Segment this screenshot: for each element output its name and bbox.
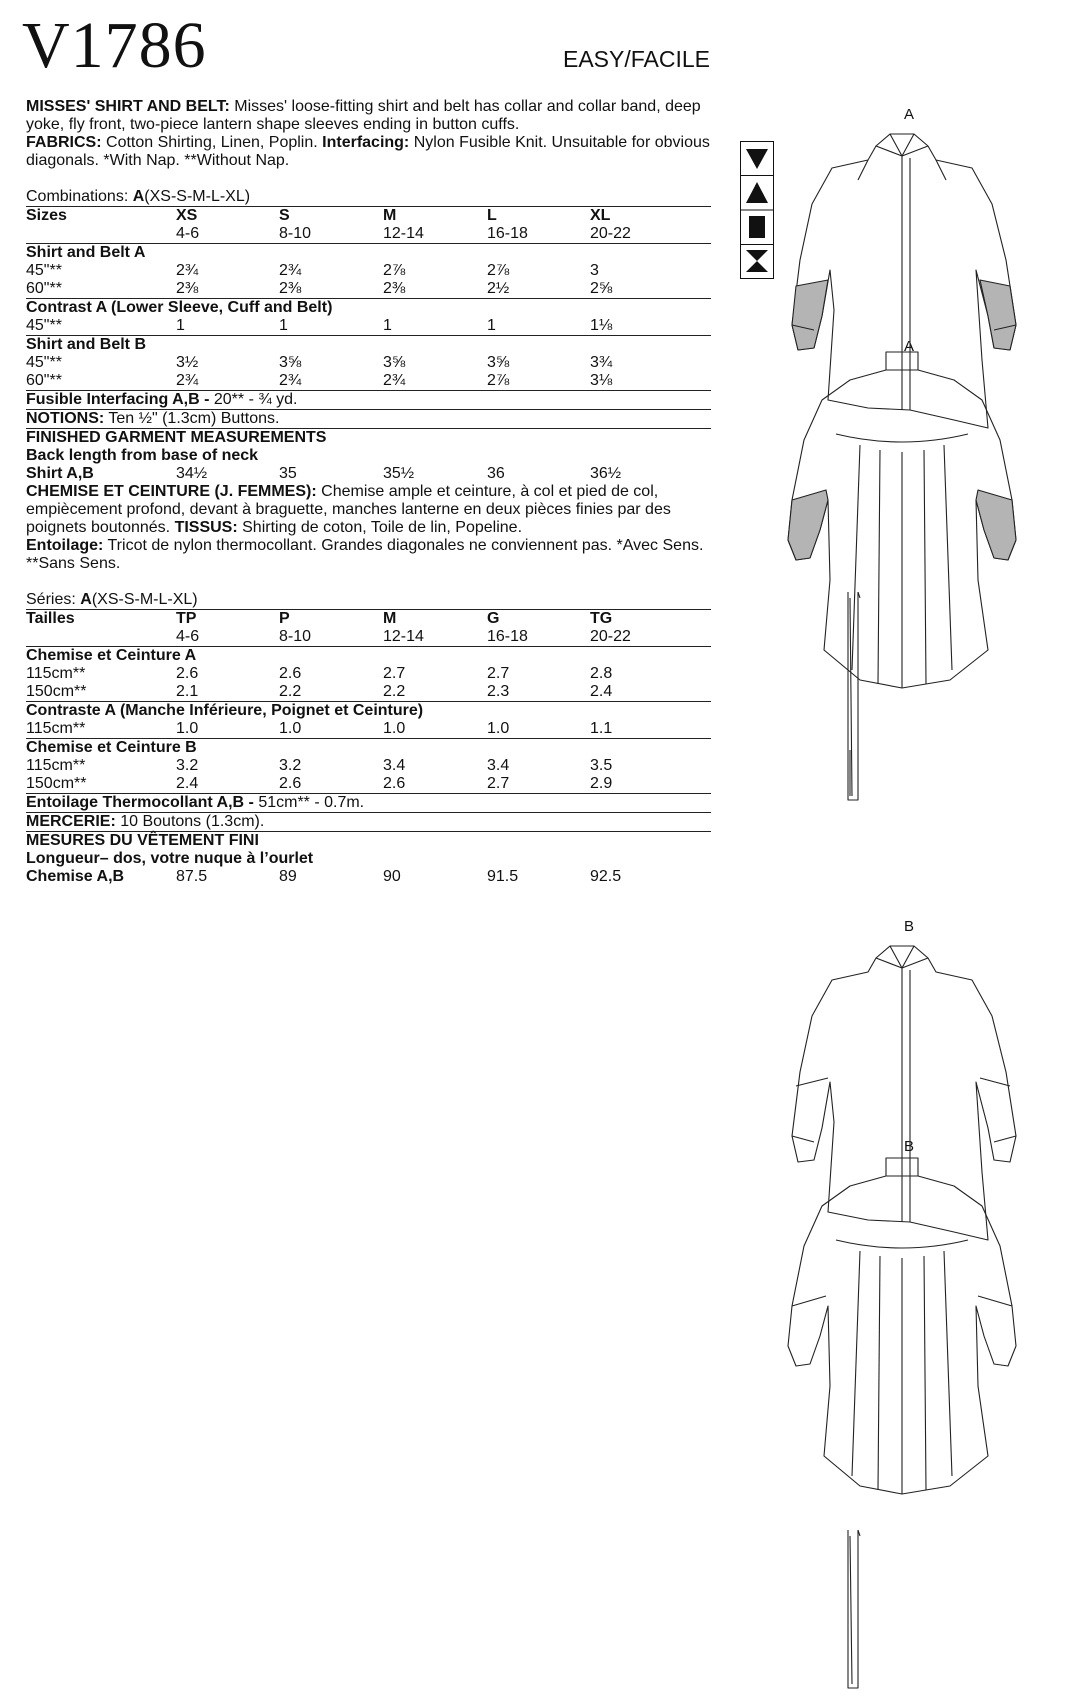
yardage-value: 2.2 bbox=[279, 683, 302, 700]
size-range: 16-18 bbox=[487, 628, 528, 645]
yardage-value: 1.0 bbox=[487, 720, 510, 737]
yardage-value: 1 bbox=[279, 317, 288, 334]
yardage-value: 3.4 bbox=[383, 757, 406, 774]
fabric-width: 115cm** bbox=[26, 720, 86, 737]
measure-value: 35½ bbox=[383, 465, 415, 482]
pattern-number: V1786 bbox=[22, 9, 207, 82]
size-range: 12-14 bbox=[383, 628, 424, 645]
size-code: P bbox=[279, 610, 383, 629]
yardage-value: 3¾ bbox=[590, 354, 613, 371]
yardage-value: 2¾ bbox=[383, 372, 406, 389]
yardage-value: 3.5 bbox=[590, 757, 613, 774]
group-title-row bbox=[26, 299, 711, 318]
yardage-value: 2.4 bbox=[176, 775, 199, 792]
yardage-value: 2¾ bbox=[176, 262, 199, 279]
group-title: Shirt and Belt B bbox=[26, 336, 711, 355]
yardage-value: 2⅜ bbox=[176, 280, 199, 297]
yardage-value: 2.6 bbox=[279, 775, 302, 792]
yardage-value: 2.7 bbox=[487, 775, 510, 792]
english-description: MISSES' SHIRT AND BELT: Misses' loose-fitting shirt and belt has collar and collar band, deep yoke, fly front, two-piece lantern shape sleeves ending in button cuffs. FABRICS: Cotton Shirting, Linen, Poplin. Interfacing: Nylon Fusible Knit. Unsuitable for obvious diagonals. *With Nap. **Without Nap. bbox=[26, 98, 710, 169]
measure-value: 91.5 bbox=[487, 868, 519, 885]
yardage-value: 2.4 bbox=[590, 683, 613, 700]
yardage-value: 2.6 bbox=[383, 775, 406, 792]
yardage-value: 1.1 bbox=[590, 720, 613, 737]
measure-values-row: Shirt A,B 34½ 35 35½ 36 36½ bbox=[26, 465, 711, 483]
size-codes-row: Tailles TP P M G TG bbox=[26, 610, 711, 629]
size-range: 8-10 bbox=[279, 628, 312, 645]
contrast-lower-sleeve-right bbox=[980, 280, 1016, 350]
yardage-value: 3.2 bbox=[279, 757, 302, 774]
measure-value: 89 bbox=[279, 868, 297, 885]
size-range: 16-18 bbox=[487, 225, 528, 242]
size-range: 20-22 bbox=[590, 628, 631, 645]
group-title: Chemise et Ceinture A bbox=[26, 647, 711, 666]
fabric-width: 45"** bbox=[26, 354, 62, 371]
yardage-value: 2½ bbox=[487, 280, 510, 297]
yardage-value: 2⅜ bbox=[383, 280, 406, 297]
group-title: Shirt and Belt A bbox=[26, 244, 711, 263]
measure-value: 35 bbox=[279, 465, 297, 482]
yardage-value: 3 bbox=[590, 262, 599, 279]
yardage-value: 2.7 bbox=[487, 665, 510, 682]
size-codes-row: Sizes XS S M L XL bbox=[26, 207, 711, 226]
yardage-value: 1 bbox=[176, 317, 185, 334]
main-text-column bbox=[26, 98, 711, 886]
yardage-value: 2⅝ bbox=[590, 280, 613, 297]
size-ranges-row bbox=[26, 225, 711, 244]
yardage-row bbox=[26, 354, 711, 372]
fabric-width: 115cm** bbox=[26, 757, 86, 774]
fabric-width: 115cm** bbox=[26, 665, 86, 682]
yardage-value: 2¾ bbox=[279, 262, 302, 279]
yardage-row bbox=[26, 775, 711, 794]
view-label-a-back: A bbox=[904, 338, 915, 355]
series-line: Séries: A(XS-S-M-L-XL) bbox=[26, 591, 198, 608]
difficulty-label: EASY/FACILE bbox=[563, 46, 711, 72]
interfacing-row: Entoilage Thermocollant A,B - 51cm** - 0.7m. bbox=[26, 794, 711, 813]
measure-sub-row: Back length from base of neck bbox=[26, 447, 259, 464]
measure-title-row: MESURES DU VÊTEMENT FINI bbox=[26, 832, 711, 851]
yardage-value: 1.0 bbox=[279, 720, 302, 737]
yardage-value: 3½ bbox=[176, 354, 199, 371]
yardage-value: 2.9 bbox=[590, 775, 613, 792]
yardage-value: 2⅞ bbox=[487, 262, 510, 279]
yardage-value: 2.1 bbox=[176, 683, 199, 700]
group-title: Chemise et Ceinture B bbox=[26, 739, 711, 758]
yardage-row bbox=[26, 262, 711, 280]
size-code: XL bbox=[590, 207, 711, 226]
yardage-value: 2.6 bbox=[176, 665, 199, 682]
shirt-b-front-illustration bbox=[792, 946, 1016, 1240]
group-title-row bbox=[26, 336, 711, 355]
size-range: 8-10 bbox=[279, 225, 312, 242]
measure-value: 36 bbox=[487, 465, 505, 482]
size-range: 12-14 bbox=[383, 225, 424, 242]
combinations-line: Combinations: A(XS-S-M-L-XL) bbox=[26, 188, 251, 205]
fabric-width: 150cm** bbox=[26, 775, 87, 792]
size-code: M bbox=[383, 207, 487, 226]
measure-value: 87.5 bbox=[176, 868, 208, 885]
yardage-row bbox=[26, 683, 711, 702]
group-title: Contrast A (Lower Sleeve, Cuff and Belt) bbox=[26, 299, 711, 318]
fabric-width: 60"** bbox=[26, 280, 62, 297]
size-range: 20-22 bbox=[590, 225, 631, 242]
yardage-value: 2⅜ bbox=[279, 280, 302, 297]
yardage-row bbox=[26, 757, 711, 775]
yardage-value: 2¾ bbox=[176, 372, 199, 389]
view-label-b-front: B bbox=[904, 918, 915, 935]
yardage-value: 2.2 bbox=[383, 683, 406, 700]
measure-value: 36½ bbox=[590, 465, 622, 482]
view-label-b-back: B bbox=[904, 1138, 915, 1155]
yardage-value: 1⅛ bbox=[590, 317, 613, 334]
measure-value: 92.5 bbox=[590, 868, 622, 885]
size-range: 4-6 bbox=[176, 628, 200, 645]
group-title-row bbox=[26, 702, 711, 721]
size-code: S bbox=[279, 207, 383, 226]
size-code: XS bbox=[176, 207, 279, 226]
contrast-lower-sleeve-back-right bbox=[976, 490, 1016, 560]
interfacing-row: Fusible Interfacing A,B - 20** - ¾ yd. bbox=[26, 391, 711, 410]
size-range: 4-6 bbox=[176, 225, 200, 242]
yardage-value: 1.0 bbox=[176, 720, 199, 737]
yardage-value: 3⅝ bbox=[279, 354, 302, 371]
size-code: TP bbox=[176, 610, 279, 629]
fabric-width: 45"** bbox=[26, 317, 62, 334]
view-label-a-front: A bbox=[904, 106, 915, 123]
yardage-value: 2.3 bbox=[487, 683, 510, 700]
yardage-row bbox=[26, 317, 711, 336]
yardage-value: 1.0 bbox=[383, 720, 406, 737]
french-description: CHEMISE ET CEINTURE (J. FEMMES): Chemise ample et ceinture, à col et pied de col, empiècement profond, devant à braguette, manches lanterne en deux pièces finies par des poignets boutonnés. TISSUS: Shirting de coton, Toile de lin, Popeline. Entoilage: Tricot de nylon thermocollant. Grandes diagonales ne conviennent pas. *Avec Sens. **Sans Sens. bbox=[26, 483, 704, 572]
group-title-row bbox=[26, 647, 711, 666]
yardage-value: 2.6 bbox=[279, 665, 302, 682]
yardage-value: 2¾ bbox=[279, 372, 302, 389]
contrast-lower-sleeve-back-left bbox=[788, 490, 828, 560]
yardage-row bbox=[26, 665, 711, 683]
notions-row: NOTIONS: Ten ½" (1.3cm) Buttons. bbox=[26, 410, 711, 429]
size-ranges-row bbox=[26, 628, 711, 647]
measure-value: 90 bbox=[383, 868, 401, 885]
group-title-row bbox=[26, 739, 711, 758]
yardage-value: 3⅝ bbox=[383, 354, 406, 371]
measure-sub-row: Longueur– dos, votre nuque à l’ourlet bbox=[26, 850, 314, 867]
yardage-value: 2⅞ bbox=[383, 262, 406, 279]
english-yardage-table bbox=[26, 206, 711, 483]
size-code: L bbox=[487, 207, 590, 226]
measure-value: 34½ bbox=[176, 465, 208, 482]
size-code: M bbox=[383, 610, 487, 629]
measure-title-row: FINISHED GARMENT MEASUREMENTS bbox=[26, 429, 711, 448]
yardage-value: 3⅛ bbox=[590, 372, 613, 389]
fabric-width: 150cm** bbox=[26, 683, 87, 700]
yardage-row bbox=[26, 280, 711, 299]
yardage-value: 1 bbox=[487, 317, 496, 334]
group-title-row bbox=[26, 244, 711, 263]
size-code: TG bbox=[590, 610, 711, 629]
yardage-value: 2.7 bbox=[383, 665, 406, 682]
fabric-width: 60"** bbox=[26, 372, 62, 389]
yardage-value: 3.2 bbox=[176, 757, 199, 774]
yardage-row bbox=[26, 720, 711, 739]
fabric-width: 45"** bbox=[26, 262, 62, 279]
measure-values-row: Chemise A,B 87.5 89 90 91.5 92.5 bbox=[26, 868, 711, 886]
yardage-row bbox=[26, 372, 711, 391]
contrast-lower-sleeve-left bbox=[792, 280, 828, 350]
illustrations-column bbox=[740, 100, 1050, 1690]
yardage-value: 2⅞ bbox=[487, 372, 510, 389]
belt-b-illustration bbox=[848, 1530, 860, 1688]
yardage-value: 2.8 bbox=[590, 665, 613, 682]
yardage-value: 3⅝ bbox=[487, 354, 510, 371]
notions-row: MERCERIE: 10 Boutons (1.3cm). bbox=[26, 813, 711, 832]
yardage-value: 3.4 bbox=[487, 757, 510, 774]
french-yardage-table bbox=[26, 609, 711, 886]
group-title: Contraste A (Manche Inférieure, Poignet et Ceinture) bbox=[26, 702, 711, 721]
size-code: G bbox=[487, 610, 590, 629]
shirt-a-front-illustration bbox=[792, 134, 1016, 428]
yardage-value: 1 bbox=[383, 317, 392, 334]
